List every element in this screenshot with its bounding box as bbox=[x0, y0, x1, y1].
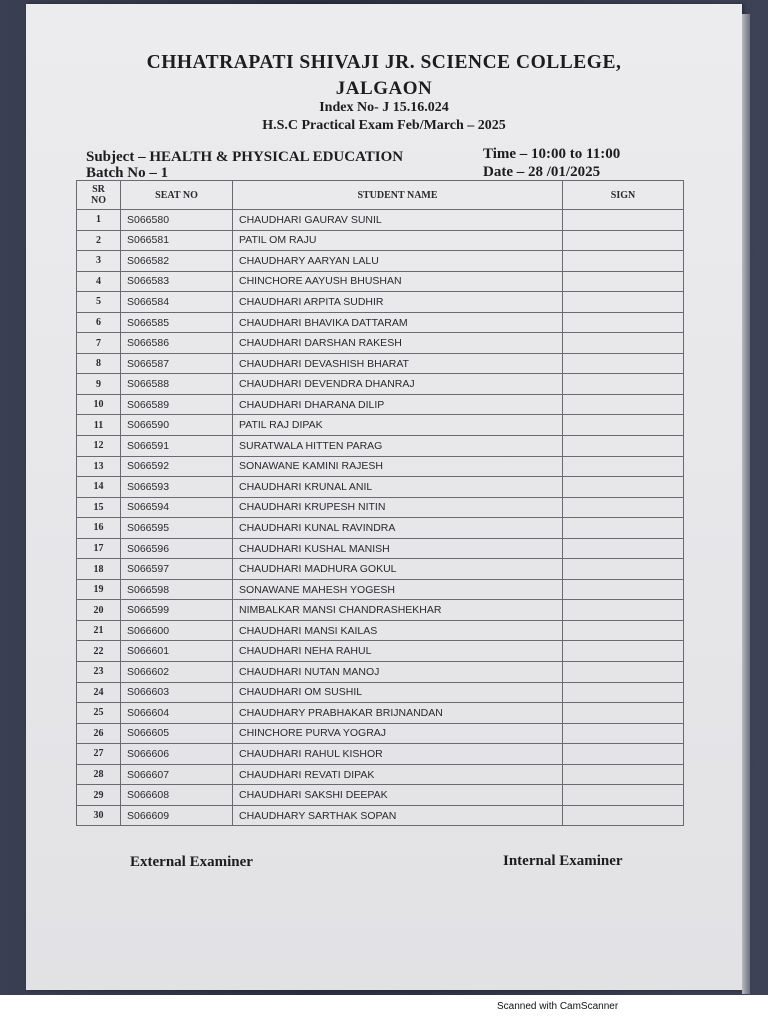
header-seat: SEAT NO bbox=[120, 181, 232, 209]
row-seat-no: S066593 bbox=[120, 477, 232, 497]
header-name: STUDENT NAME bbox=[232, 181, 562, 209]
table-row bbox=[77, 702, 683, 723]
row-student-name: CHAUDHARI RAHUL KISHOR bbox=[232, 744, 562, 764]
row-sr: 4 bbox=[96, 275, 101, 287]
row-sr: 14 bbox=[93, 481, 104, 493]
row-seat-no: S066596 bbox=[120, 539, 232, 559]
row-student-name: CHAUDHARI ARPITA SUDHIR bbox=[232, 292, 562, 312]
table-row bbox=[77, 394, 683, 415]
row-sr: 15 bbox=[93, 501, 104, 513]
row-sign-cell bbox=[562, 621, 683, 641]
row-student-name: CHAUDHARY AARYAN LALU bbox=[232, 251, 562, 271]
row-seat-no: S066583 bbox=[120, 272, 232, 292]
table-row bbox=[77, 661, 683, 682]
row-sign-cell bbox=[562, 354, 683, 374]
row-seat-no: S066601 bbox=[120, 641, 232, 661]
row-sign-cell bbox=[562, 477, 683, 497]
row-sign-cell bbox=[562, 374, 683, 394]
row-student-name: CHAUDHARY SARTHAK SOPAN bbox=[232, 806, 562, 826]
row-student-name: PATIL RAJ DIPAK bbox=[232, 415, 562, 435]
row-sr: 24 bbox=[93, 686, 104, 698]
row-seat-no: S066605 bbox=[120, 724, 232, 744]
table-row bbox=[77, 538, 683, 559]
row-sign-cell bbox=[562, 333, 683, 353]
row-seat-no: S066590 bbox=[120, 415, 232, 435]
row-student-name: NIMBALKAR MANSI CHANDRASHEKHAR bbox=[232, 600, 562, 620]
table-row bbox=[77, 599, 683, 620]
row-sr: 22 bbox=[93, 645, 104, 657]
exam-title: H.S.C Practical Exam Feb/March – 2025 bbox=[262, 118, 506, 133]
row-seat-no: S066609 bbox=[120, 806, 232, 826]
row-student-name: CHAUDHARI NEHA RAHUL bbox=[232, 641, 562, 661]
table-row bbox=[77, 230, 683, 251]
document-sheet bbox=[26, 4, 742, 990]
row-seat-no: S066584 bbox=[120, 292, 232, 312]
table-row bbox=[77, 517, 683, 538]
row-seat-no: S066608 bbox=[120, 785, 232, 805]
row-sign-cell bbox=[562, 251, 683, 271]
row-student-name: CHAUDHARI KUSHAL MANISH bbox=[232, 539, 562, 559]
row-student-name: CHAUDHARI OM SUSHIL bbox=[232, 683, 562, 703]
row-seat-no: S066603 bbox=[120, 683, 232, 703]
table-body bbox=[77, 209, 683, 825]
row-seat-no: S066599 bbox=[120, 600, 232, 620]
row-student-name: CHAUDHARI REVATI DIPAK bbox=[232, 765, 562, 785]
row-sr: 5 bbox=[96, 296, 101, 308]
row-sign-cell bbox=[562, 580, 683, 600]
row-sr: 28 bbox=[93, 769, 104, 781]
row-sign-cell bbox=[562, 231, 683, 251]
row-sign-cell bbox=[562, 724, 683, 744]
row-sr: 1 bbox=[96, 214, 101, 226]
row-sr: 2 bbox=[96, 234, 101, 246]
table-header-row bbox=[77, 181, 683, 209]
table-row bbox=[77, 620, 683, 641]
row-sr: 16 bbox=[93, 522, 104, 534]
row-seat-no: S066580 bbox=[120, 210, 232, 230]
row-seat-no: S066589 bbox=[120, 395, 232, 415]
row-sr: 19 bbox=[93, 584, 104, 596]
table-row bbox=[77, 640, 683, 661]
row-seat-no: S066600 bbox=[120, 621, 232, 641]
row-sr: 8 bbox=[96, 358, 101, 370]
row-sign-cell bbox=[562, 292, 683, 312]
row-sign-cell bbox=[562, 703, 683, 723]
row-sr: 30 bbox=[93, 810, 104, 822]
row-student-name: SONAWANE MAHESH YOGESH bbox=[232, 580, 562, 600]
row-seat-no: S066585 bbox=[120, 313, 232, 333]
row-sr: 10 bbox=[93, 399, 104, 411]
row-sr: 26 bbox=[93, 727, 104, 739]
row-sign-cell bbox=[562, 641, 683, 661]
row-sr: 3 bbox=[96, 255, 101, 267]
row-seat-no: S066606 bbox=[120, 744, 232, 764]
internal-examiner: Internal Examiner bbox=[503, 853, 623, 869]
row-seat-no: S066587 bbox=[120, 354, 232, 374]
row-seat-no: S066588 bbox=[120, 374, 232, 394]
row-seat-no: S066581 bbox=[120, 231, 232, 251]
row-student-name: SONAWANE KAMINI RAJESH bbox=[232, 457, 562, 477]
row-student-name: CHAUDHARI KRUPESH NITIN bbox=[232, 498, 562, 518]
row-sign-cell bbox=[562, 683, 683, 703]
table-row bbox=[77, 682, 683, 703]
row-sign-cell bbox=[562, 210, 683, 230]
row-seat-no: S066582 bbox=[120, 251, 232, 271]
row-sr: 29 bbox=[93, 789, 104, 801]
table-row bbox=[77, 784, 683, 805]
subject-line: Subject – HEALTH & PHYSICAL EDUCATION bbox=[86, 149, 404, 165]
row-sign-cell bbox=[562, 662, 683, 682]
table-row bbox=[77, 373, 683, 394]
row-student-name: CHAUDHARI SAKSHI DEEPAK bbox=[232, 785, 562, 805]
row-sign-cell bbox=[562, 765, 683, 785]
table-row bbox=[77, 723, 683, 744]
row-sr: 12 bbox=[93, 440, 104, 452]
row-sign-cell bbox=[562, 744, 683, 764]
row-sign-cell bbox=[562, 272, 683, 292]
row-sr: 27 bbox=[93, 748, 104, 760]
table-row bbox=[77, 312, 683, 333]
row-seat-no: S066591 bbox=[120, 436, 232, 456]
row-student-name: CHAUDHARI BHAVIKA DATTARAM bbox=[232, 313, 562, 333]
row-student-name: CHAUDHARI NUTAN MANOJ bbox=[232, 662, 562, 682]
row-student-name: SURATWALA HITTEN PARAG bbox=[232, 436, 562, 456]
table-row bbox=[77, 353, 683, 374]
row-sr: 21 bbox=[93, 625, 104, 637]
header-sr-line2: NO bbox=[91, 195, 106, 206]
row-sr: 11 bbox=[93, 419, 104, 431]
date-line: Date – 28 /01/2025 bbox=[483, 164, 601, 180]
scanner-watermark: Scanned with CamScanner bbox=[497, 1001, 619, 1012]
row-student-name: CHAUDHARI GAURAV SUNIL bbox=[232, 210, 562, 230]
table-row bbox=[77, 332, 683, 353]
row-sign-cell bbox=[562, 415, 683, 435]
header-sr bbox=[77, 181, 120, 209]
row-sign-cell bbox=[562, 806, 683, 826]
row-sr: 18 bbox=[93, 563, 104, 575]
row-student-name: CHAUDHARI DARSHAN RAKESH bbox=[232, 333, 562, 353]
row-sign-cell bbox=[562, 539, 683, 559]
table-row bbox=[77, 558, 683, 579]
row-sr: 7 bbox=[96, 337, 101, 349]
row-sign-cell bbox=[562, 600, 683, 620]
row-sign-cell bbox=[562, 518, 683, 538]
row-seat-no: S066598 bbox=[120, 580, 232, 600]
row-seat-no: S066602 bbox=[120, 662, 232, 682]
row-sign-cell bbox=[562, 785, 683, 805]
row-student-name: PATIL OM RAJU bbox=[232, 231, 562, 251]
table-row bbox=[77, 497, 683, 518]
row-sr: 23 bbox=[93, 666, 104, 678]
row-student-name: CHAUDHARI DEVENDRA DHANRAJ bbox=[232, 374, 562, 394]
table-row bbox=[77, 291, 683, 312]
row-student-name: CHAUDHARI MANSI KAILAS bbox=[232, 621, 562, 641]
paper-edge bbox=[742, 14, 750, 994]
table-row bbox=[77, 743, 683, 764]
row-sr: 20 bbox=[93, 604, 104, 616]
table-row bbox=[77, 579, 683, 600]
attendance-table bbox=[76, 180, 684, 826]
row-sign-cell bbox=[562, 457, 683, 477]
row-sr: 17 bbox=[93, 543, 104, 555]
table-row bbox=[77, 250, 683, 271]
row-sign-cell bbox=[562, 559, 683, 579]
row-sr: 25 bbox=[93, 707, 104, 719]
row-student-name: CHINCHORE PURVA YOGRAJ bbox=[232, 724, 562, 744]
row-sr: 6 bbox=[96, 317, 101, 328]
table-row bbox=[77, 435, 683, 456]
row-student-name: CHAUDHARI KRUNAL ANIL bbox=[232, 477, 562, 497]
header-sign: SIGN bbox=[562, 181, 683, 209]
row-seat-no: S066597 bbox=[120, 559, 232, 579]
row-sr: 9 bbox=[96, 378, 101, 390]
row-seat-no: S066594 bbox=[120, 498, 232, 518]
batch-line: Batch No – 1 bbox=[86, 165, 169, 181]
row-student-name: CHINCHORE AAYUSH BHUSHAN bbox=[232, 272, 562, 292]
row-sign-cell bbox=[562, 498, 683, 518]
row-student-name: CHAUDHARI MADHURA GOKUL bbox=[232, 559, 562, 579]
table-row bbox=[77, 764, 683, 785]
row-sign-cell bbox=[562, 436, 683, 456]
external-examiner: External Examiner bbox=[130, 854, 253, 870]
table-row bbox=[77, 209, 683, 230]
row-seat-no: S066592 bbox=[120, 457, 232, 477]
row-sign-cell bbox=[562, 313, 683, 333]
college-city: JALGAON bbox=[335, 78, 433, 99]
row-seat-no: S066607 bbox=[120, 765, 232, 785]
table-row bbox=[77, 476, 683, 497]
table-row bbox=[77, 456, 683, 477]
table-row bbox=[77, 271, 683, 292]
row-seat-no: S066586 bbox=[120, 333, 232, 353]
row-sign-cell bbox=[562, 395, 683, 415]
header-sr-line1: SR bbox=[92, 184, 105, 195]
row-sr: 13 bbox=[93, 460, 104, 472]
table-row bbox=[77, 414, 683, 435]
row-student-name: CHAUDHARI KUNAL RAVINDRA bbox=[232, 518, 562, 538]
scanner-strip bbox=[0, 995, 768, 1024]
row-student-name: CHAUDHARI DHARANA DILIP bbox=[232, 395, 562, 415]
row-seat-no: S066604 bbox=[120, 703, 232, 723]
row-student-name: CHAUDHARI DEVASHISH BHARAT bbox=[232, 354, 562, 374]
time-line: Time – 10:00 to 11:00 bbox=[483, 146, 621, 162]
table-row bbox=[77, 805, 683, 826]
index-number: Index No- J 15.16.024 bbox=[319, 100, 449, 115]
row-student-name: CHAUDHARY PRABHAKAR BRIJNANDAN bbox=[232, 703, 562, 723]
row-seat-no: S066595 bbox=[120, 518, 232, 538]
college-name: CHHATRAPATI SHIVAJI JR. SCIENCE COLLEGE, bbox=[146, 52, 622, 73]
